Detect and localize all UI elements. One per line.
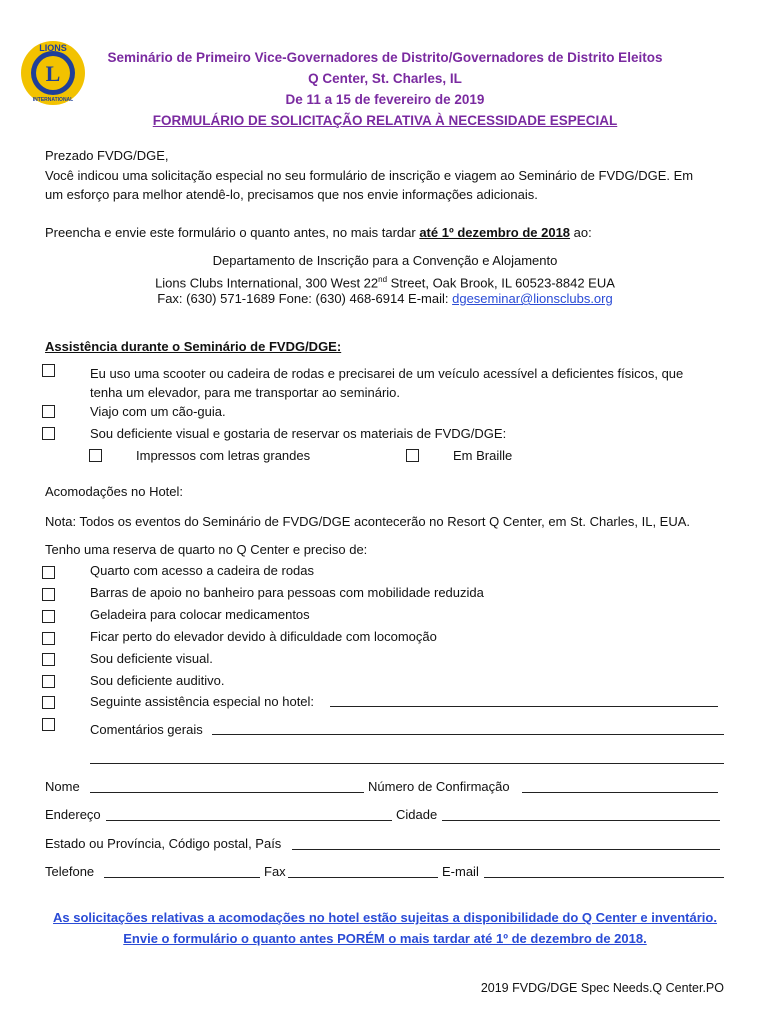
fax-label: Fax [264,864,286,879]
confirmation-field[interactable] [522,792,718,793]
deadline-date: até 1º dezembro de 2018 [419,225,571,240]
option-braille: Em Braille [453,448,513,463]
checkbox-visual-materials[interactable] [42,427,55,440]
hotel-reserve: Tenho uma reserva de quarto no Q Center e preciso de: [45,542,368,557]
checkbox-braille[interactable] [406,449,419,462]
comments-field-1[interactable] [212,734,724,735]
state-label: Estado ou Província, Código postal, País [45,836,282,851]
email-label: E-mail [442,864,479,879]
header-venue: Q Center, St. Charles, IL [308,71,462,86]
email-link[interactable]: dgeseminar@lionsclubs.org [452,291,613,306]
checkbox-guide-dog[interactable] [42,405,55,418]
checkbox-hearing-impaired[interactable] [42,675,55,688]
comments-field-2[interactable] [90,763,724,764]
address-phone-fax: Fax: (630) 571-1689 Fone: (630) 468-6914 E-mail: [157,291,453,306]
checkbox-refrigerator[interactable] [42,610,55,623]
name-label: Nome [45,779,80,794]
logo-top-text: LIONS [39,43,67,53]
hotel-item-wheelchair-room: Quarto com acesso a cadeira de rodas [90,563,315,578]
hotel-item-grab-bars: Barras de apoio no banheiro para pessoas com mobilidade reduzida [90,585,484,600]
hotel-item-hearing-impaired: Sou deficiente auditivo. [90,673,225,688]
option-scooter-line-1: Eu uso uma scooter ou cadeira de rodas e precisarei de um veículo acessível a deficientes físicos, que [90,366,684,381]
city-label: Cidade [396,807,438,822]
option-guide-dog: Viajo com um cão-guia. [90,404,226,419]
checkbox-grab-bars[interactable] [42,588,55,601]
city-field[interactable] [442,820,720,821]
hotel-item-comments: Comentários gerais [90,722,203,737]
logo-letter: L [45,61,61,86]
header-title: Seminário de Primeiro Vice-Governadores de Distrito/Governadores de Distrito Eleitos [107,50,663,65]
address-contact [40,289,730,308]
phone-field[interactable] [104,877,260,878]
address-street-pre: Lions Clubs International, 300 West 22 [155,275,379,291]
checkbox-wheelchair-room[interactable] [42,566,55,579]
lions-logo [20,40,86,106]
document-id: 2019 FVDG/DGE Spec Needs.Q Center.PO [480,981,724,995]
footer-note-1: As solicitações relativas a acomodações no hotel estão sujeitas a disponibilidade do Q Center e inventário. [53,910,717,925]
hotel-item-visually-impaired: Sou deficiente visual. [90,651,213,666]
intro-line-2: um esforço para melhor atendê-lo, precisamos que nos envie informações adicionais. [45,187,538,202]
hotel-note: Nota: Todos os eventos do Seminário de FVDG/DGE acontecerão no Resort Q Center, em St. Charles, IL, EUA. [45,514,691,529]
form-title: FORMULÁRIO DE SOLICITAÇÃO RELATIVA À NECESSIDADE ESPECIAL [152,113,618,128]
address-field[interactable] [106,820,392,821]
checkbox-visually-impaired[interactable] [42,653,55,666]
intro-line-1: Você indicou uma solicitação especial no seu formulário de inscrição e viagem ao Seminário de FVDG/DGE. Em [45,168,694,183]
special-assistance-field[interactable] [330,706,718,707]
assistance-heading: Assistência durante o Seminário de FVDG/DGE: [45,339,342,354]
checkbox-large-print[interactable] [89,449,102,462]
deadline-text [45,223,592,242]
state-field[interactable] [292,849,720,850]
phone-label: Telefone [45,864,95,879]
header-dates: De 11 a 15 de fevereiro de 2019 [285,92,485,107]
option-large-print: Impressos com letras grandes [136,448,311,463]
deadline-pre: Preencha e envie este formulário o quanto antes, no mais tardar [45,225,420,240]
logo-bottom-text: INTERNATIONAL [32,97,74,103]
address-department: Departamento de Inscrição para a Convenção e Alojamento [212,253,558,268]
name-field[interactable] [90,792,364,793]
option-visual-materials: Sou deficiente visual e gostaria de reservar os materiais de FVDG/DGE: [90,426,507,441]
address-street-post: Street, Oak Brook, IL 60523-8842 EUA [387,275,615,291]
checkbox-scooter[interactable] [42,364,55,377]
hotel-item-refrigerator: Geladeira para colocar medicamentos [90,607,310,622]
address-label: Endereço [45,807,101,822]
greeting: Prezado FVDG/DGE, [45,148,169,163]
address-street-sup: nd [378,275,388,284]
deadline-post: ao: [570,225,592,240]
option-scooter-line-2: tenha um elevador, para me transportar ao seminário. [90,385,401,400]
checkbox-near-elevator[interactable] [42,632,55,645]
footer-note-2: Envie o formulário o quanto antes PORÉM o mais tardar até 1º de dezembro de 2018. [123,931,647,946]
checkbox-special-assistance[interactable] [42,696,55,709]
confirmation-label: Número de Confirmação [368,779,510,794]
hotel-heading: Acomodações no Hotel: [45,484,184,499]
hotel-item-special-assistance: Seguinte assistência especial no hotel: [90,694,315,709]
email-field[interactable] [484,877,724,878]
fax-field[interactable] [288,877,438,878]
checkbox-comments[interactable] [42,718,55,731]
hotel-item-near-elevator: Ficar perto do elevador devido à dificuldade com locomoção [90,629,437,644]
